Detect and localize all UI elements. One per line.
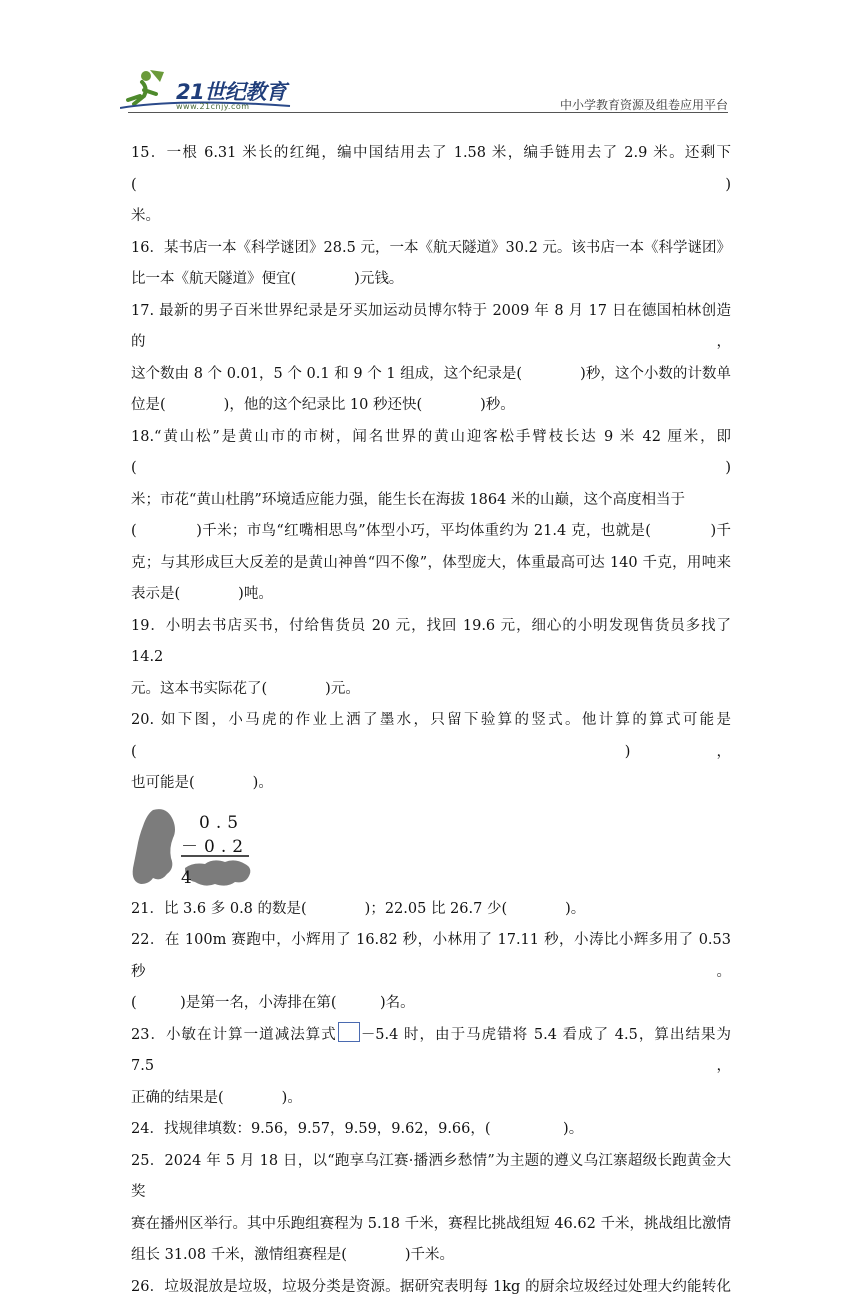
q23-text-before: 23．小敏在计算一道减法算式 [131, 1027, 337, 1043]
platform-title: 中小学教育资源及组卷应用平台 [560, 96, 728, 113]
q23-text-after: －5.4 时，由于马虎错将 5.4 看成了 4.5，算出结果为 7.5， [131, 1027, 731, 1075]
logo-url: www.21cnjy.com [176, 102, 250, 111]
q17-line2: 这个数由 8 个 0.01，5 个 0.1 和 9 个 1 组成，这个纪录是( )秒，这个小数的计数单 [131, 359, 731, 391]
q26-line1: 26．垃圾混放是垃圾，垃圾分类是资源。据研究表明每 1kg 的厨余垃圾经过处理大约能转化 [131, 1272, 731, 1303]
q16-line2: 比一本《航天隧道》便宜( )元钱。 [131, 264, 731, 296]
q20-line1: 20. 如下图，小马虎的作业上洒了墨水，只留下验算的竖式。他计算的算式可能是( )， [131, 705, 731, 768]
q24-line1: 24．找规律填数：9.56，9.57，9.59，9.62，9.66，( )。 [131, 1114, 731, 1146]
q18-line5: 表示是( )吨。 [131, 579, 731, 611]
q23-line1 [131, 1020, 731, 1083]
question-22 [131, 925, 731, 1020]
question-15 [131, 138, 731, 233]
q17-line1: 17. 最新的男子百米世界纪录是牙买加运动员博尔特于 2009 年 8 月 17 日在德国柏林创造的， [131, 296, 731, 359]
q18-line3: ( )千米；市鸟“红嘴相思鸟”体型小巧，平均体重约为 21.4 克，也就是( )千 [131, 516, 731, 548]
question-19 [131, 611, 731, 706]
q25-line2: 赛在播州区举行。其中乐跑组赛程为 5.18 千米，赛程比挑战组短 46.62 千米，挑战组比激情 [131, 1209, 731, 1241]
q19-line2: 元。这本书实际花了( )元。 [131, 674, 731, 706]
q21-line1: 21．比 3.6 多 0.8 的数是( )；22.05 比 26.7 少( )。 [131, 894, 731, 926]
q18-line4: 克；与其形成巨大反差的是黄山神兽“四不像”，体型庞大，体重最高可达 140 千克，用吨来 [131, 548, 731, 580]
q15-line2: 米。 [131, 201, 731, 233]
question-17 [131, 296, 731, 422]
figure-minuend: 0.5 [199, 808, 244, 840]
q22-line1: 22．在 100m 赛跑中，小辉用了 16.82 秒，小林用了 17.11 秒，小涛比小辉多用了 0.53 秒。 [131, 925, 731, 988]
q25-line1: 25．2024 年 5 月 18 日，以“跑享乌江赛·播洒乡愁情”为主题的遵义乌江寨超级长跑黄金大奖 [131, 1146, 731, 1209]
question-list [131, 138, 731, 1303]
q15-line1: 15．一根 6.31 米长的红绳，编中国结用去了 1.58 米，编手链用去了 2.9 米。还剩下( ) [131, 138, 731, 201]
question-18 [131, 422, 731, 611]
page-header [120, 62, 740, 122]
question-23 [131, 1020, 731, 1115]
q20-line2: 也可能是( )。 [131, 768, 731, 800]
question-24 [131, 1114, 731, 1146]
q22-line2: ( )是第一名，小涛排在第( )名。 [131, 988, 731, 1020]
answer-box[interactable] [338, 1022, 360, 1042]
question-16 [131, 233, 731, 296]
question-25 [131, 1146, 731, 1272]
question-26 [131, 1272, 731, 1303]
q17-line3: 位是( )，他的这个纪录比 10 秒还快( )秒。 [131, 390, 731, 422]
logo-text: 21世纪教育 [176, 76, 286, 106]
logo [120, 62, 300, 118]
header-divider [128, 112, 728, 113]
question-21 [131, 894, 731, 926]
q23-line2: 正确的结果是( )。 [131, 1083, 731, 1115]
q18-line2: 米；市花“黄山杜鹃”环境适应能力强，能生长在海拔 1864 米的山巅，这个高度相当于 [131, 485, 731, 517]
question-20 [131, 705, 731, 892]
q19-line1: 19．小明去书店买书，付给售货员 20 元，找回 19.6 元，细心的小明发现售货员多找了 14.2 [131, 611, 731, 674]
figure-subtrahend: －0.2 4 [181, 832, 261, 895]
ink-stained-subtraction-figure [131, 806, 261, 892]
q25-line3: 组长 31.08 千米，激情组赛程是( )千米。 [131, 1240, 731, 1272]
q16-line1: 16．某书店一本《科学谜团》28.5 元，一本《航天隧道》30.2 元。该书店一本《科学谜团》 [131, 233, 731, 265]
q18-line1: 18.“黄山松”是黄山市的市树，闻名世界的黄山迎客松手臂枝长达 9 米 42 厘米，即( ) [131, 422, 731, 485]
